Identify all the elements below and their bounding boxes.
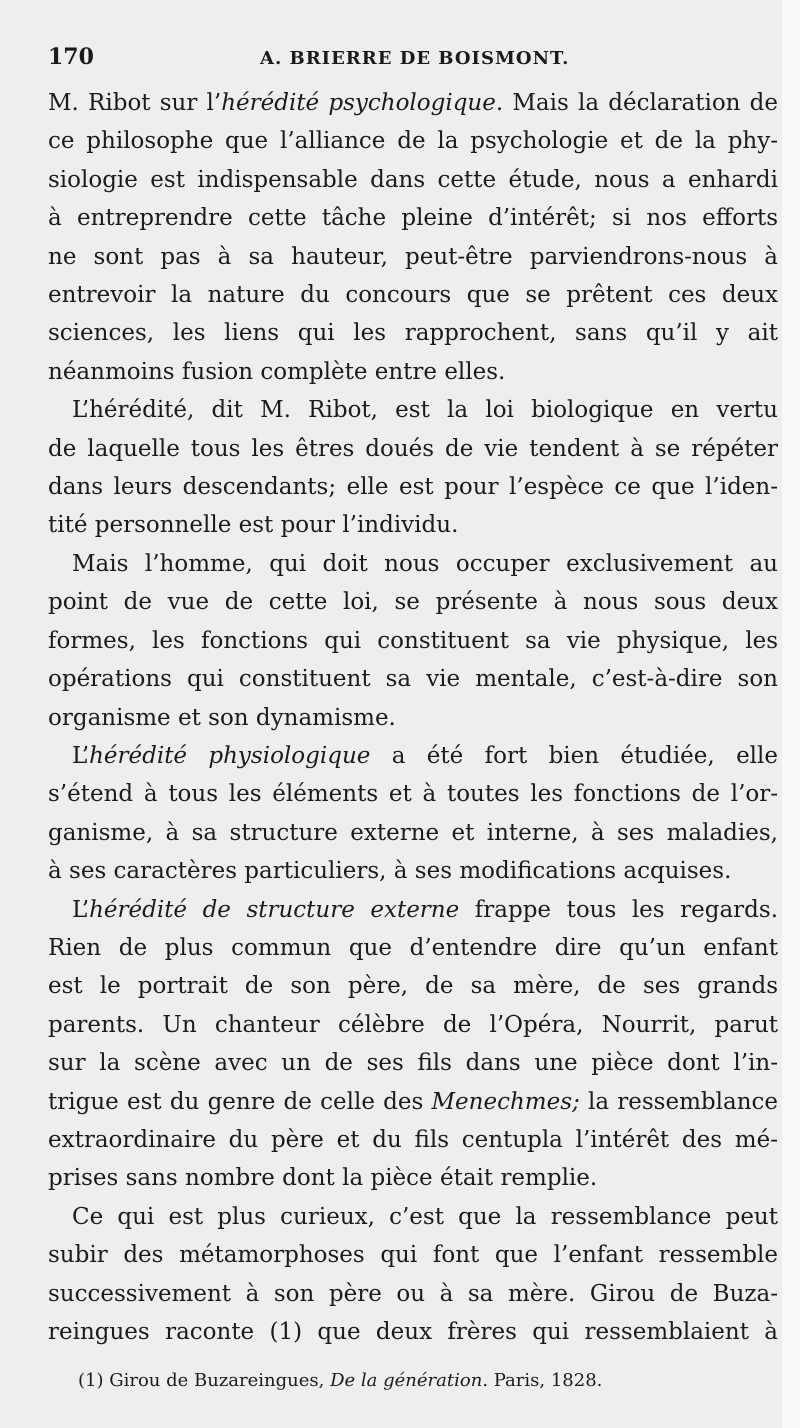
text-line xyxy=(48,1006,778,1044)
text-segment: Rien de plus commun que d’entendre dire qu’un enfant xyxy=(48,934,778,961)
text-segment: successivement à son père ou à sa mère. Girou de Buza- xyxy=(48,1280,778,1307)
text-line xyxy=(48,1275,778,1313)
text-segment: dans leurs descendants; elle est pour l’espèce ce que l’iden- xyxy=(48,474,778,501)
text-line xyxy=(48,506,778,544)
body-text xyxy=(48,84,778,1351)
text-segment: . Mais la déclaration de xyxy=(495,90,779,116)
footnote-segment: . Paris, 1828. xyxy=(482,1370,603,1391)
running-head: A. BRIERRE DE BOISMONT. xyxy=(260,48,570,69)
text-line xyxy=(48,84,778,122)
text-line xyxy=(48,545,778,583)
text-segment: sur la scène avec un de ses fils dans une pièce dont l’in- xyxy=(48,1050,778,1077)
text-line xyxy=(48,622,778,660)
italic-text: Menechmes; xyxy=(431,1088,580,1115)
text-segment: subir des métamorphoses qui font que l’enfant ressemble xyxy=(48,1242,778,1269)
page-edge xyxy=(782,0,800,1428)
text-segment: formes, les fonctions qui constituent sa vie physique, les xyxy=(48,627,778,654)
footnote-segment: (1) Girou de Buzareingues, xyxy=(78,1370,331,1391)
text-segment: entrevoir la nature du concours que se prêtent ces deux xyxy=(48,282,778,309)
text-line xyxy=(48,1236,778,1274)
text-segment: opérations qui constituent sa vie mentale, c’est-à-dire son xyxy=(48,666,778,693)
text-line xyxy=(48,775,778,813)
text-segment: a été fort bien étudiée, elle xyxy=(370,742,779,769)
text-segment: de laquelle tous les êtres doués de vie tendent à se répéter xyxy=(48,435,778,462)
text-line xyxy=(48,1159,778,1197)
text-line xyxy=(48,814,778,852)
text-segment: ce philosophe que l’alliance de la psychologie et de la phy- xyxy=(48,128,778,155)
text-line xyxy=(48,161,778,199)
text-line xyxy=(48,1121,778,1159)
text-segment: à ses caractères particuliers, à ses modifications acquises. xyxy=(48,858,732,885)
text-segment: parents. Un chanteur célèbre de l’Opéra, Nourrit, parut xyxy=(48,1011,778,1038)
text-line xyxy=(48,430,778,468)
text-line xyxy=(48,238,778,276)
text-segment: point de vue de cette loi, se présente à nous sous deux xyxy=(48,589,778,616)
footnote-italic: De la génération xyxy=(330,1370,483,1391)
text-segment: à entreprendre cette tâche pleine d’intérêt; si nos efforts xyxy=(48,205,778,232)
text-line xyxy=(48,276,778,314)
text-segment: est le portrait de son père, de sa mère, de ses grands xyxy=(48,973,778,1000)
text-line xyxy=(48,314,778,352)
text-line xyxy=(48,122,778,160)
text-line xyxy=(48,967,778,1005)
text-segment: L’ xyxy=(72,742,90,769)
italic-text: hérédité physiologique xyxy=(89,742,371,769)
text-line xyxy=(48,583,778,621)
page-number: 170 xyxy=(48,44,94,70)
text-segment: néanmoins fusion complète entre elles. xyxy=(48,358,506,385)
text-line xyxy=(48,891,778,929)
text-line xyxy=(48,199,778,237)
text-segment: reingues raconte (1) que deux frères qui ressemblaient à xyxy=(48,1319,778,1345)
text-segment: ganisme, à sa structure externe et interne, à ses maladies, xyxy=(48,819,778,846)
text-line xyxy=(48,468,778,506)
text-line xyxy=(48,1198,778,1236)
text-segment: prises sans nombre dont la pièce était remplie. xyxy=(48,1165,598,1192)
text-line xyxy=(48,660,778,698)
text-segment: frappe tous les regards. xyxy=(459,896,778,923)
text-line xyxy=(48,353,778,391)
text-line xyxy=(48,699,778,737)
page-header xyxy=(48,40,778,76)
text-segment: Ce qui est plus curieux, c’est que la ressemblance peut xyxy=(72,1203,778,1230)
text-segment: siologie est indispensable dans cette étude, nous a enhardi xyxy=(48,166,778,193)
text-segment: L’hérédité, dit M. Ribot, est la loi biologique en vertu xyxy=(72,397,778,424)
text-line xyxy=(48,1083,778,1121)
text-segment: Mais l’homme, qui doit nous occuper exclusivement au xyxy=(72,550,778,577)
text-segment: M. Ribot sur l’ xyxy=(48,90,222,116)
text-line xyxy=(48,391,778,429)
text-segment: s’étend à tous les éléments et à toutes les fonctions de l’or- xyxy=(48,781,778,808)
italic-text: hérédité psychologique xyxy=(221,90,496,116)
text-segment: organisme et son dynamisme. xyxy=(48,704,396,731)
text-line xyxy=(48,852,778,890)
text-segment: la ressemblance xyxy=(579,1088,778,1115)
footnote xyxy=(78,1370,778,1391)
text-segment: trigue est du genre de celle des xyxy=(48,1088,432,1115)
text-line xyxy=(48,737,778,775)
text-line xyxy=(48,929,778,967)
text-segment: ne sont pas à sa hauteur, peut-être parviendrons-nous à xyxy=(48,243,778,270)
text-segment: L’ xyxy=(72,896,90,923)
text-line xyxy=(48,1044,778,1082)
text-segment: tité personnelle est pour l’individu. xyxy=(48,512,459,539)
text-segment: sciences, les liens qui les rapprochent, sans qu’il y ait xyxy=(48,320,778,347)
text-line xyxy=(48,1313,778,1351)
text-segment: extraordinaire du père et du fils centupla l’intérêt des mé- xyxy=(48,1126,778,1153)
italic-text: hérédité de structure externe xyxy=(89,896,460,923)
